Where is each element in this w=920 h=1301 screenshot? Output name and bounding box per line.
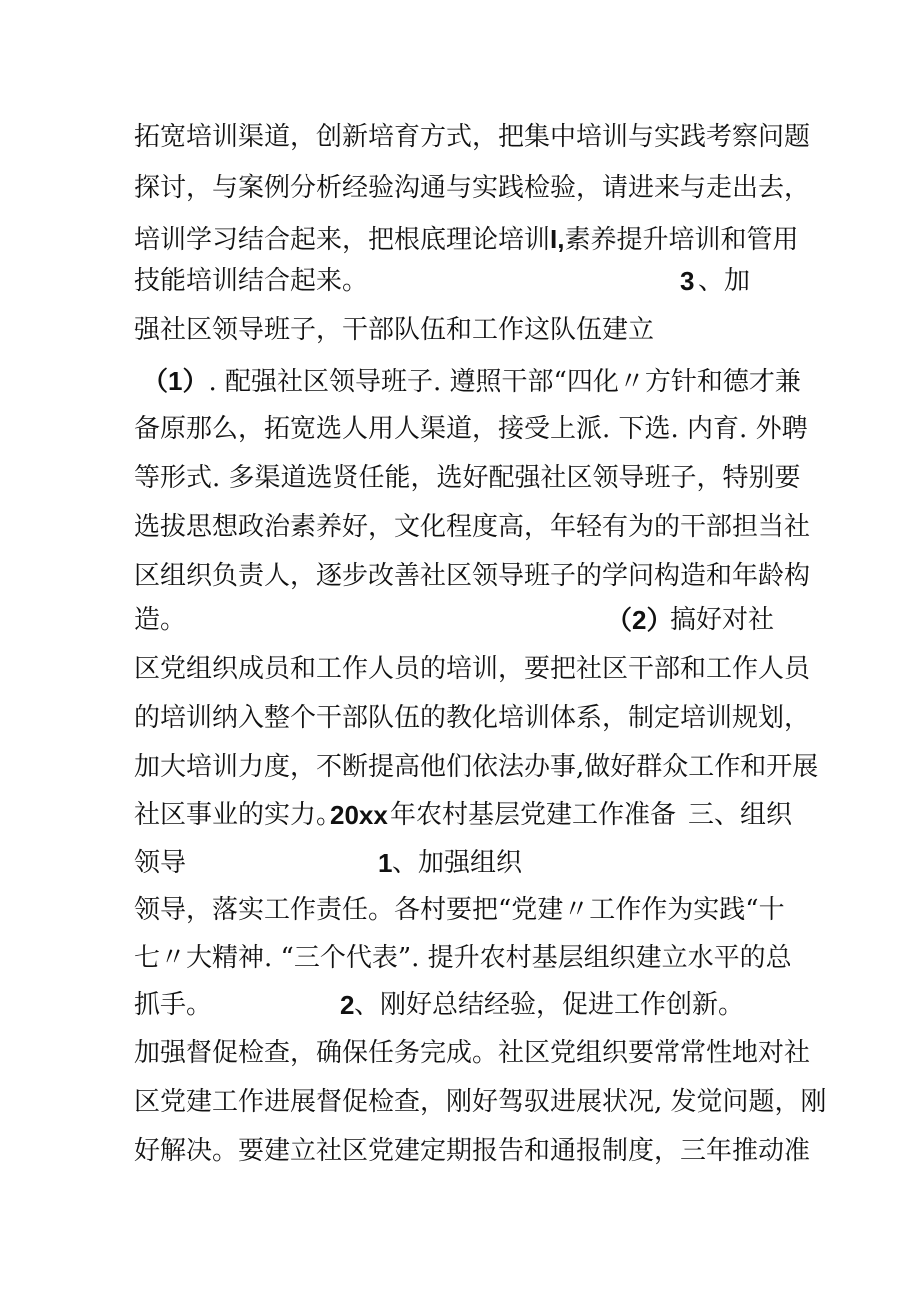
text-line-3 xyxy=(134,222,798,257)
text-line-3-part-a: 培训学习结合起来，把根底理论培训 xyxy=(134,225,551,255)
text-line-14: 加大培训力度，不断提高他们依法办事,做好群众工作和开展 xyxy=(134,752,819,782)
text-line-4-part-c: 、加 xyxy=(698,266,751,296)
text-line-6-part-c: . 配强社区领导班子. 遵照干部“四化〃方针和德才兼 xyxy=(208,367,801,397)
year-label: 20xx xyxy=(330,800,388,830)
text-line-6 xyxy=(142,364,801,399)
text-line-21: 区党建工作进展督促检查，刚好驾驭进展状况, 发觉问题，刚 xyxy=(134,1087,827,1117)
text-line-15-part-c: 年农村基层党建工作准备 xyxy=(390,800,677,830)
text-line-1: 拓宽培训渠道，创新培育方式，把集中培训与实践考察问题 xyxy=(134,122,811,152)
text-line-2: 探讨，与案例分析经验沟通与实践检验，请进来与走出去， xyxy=(134,173,811,203)
text-line-19-part-a: 抓手。 xyxy=(134,990,213,1020)
text-line-11-part-a: 造。 xyxy=(134,605,187,635)
subsection-number-1: 1 xyxy=(378,848,393,878)
text-line-7: 备原那么，拓宽选人用人渠道，接受上派. 下选. 内育. 外聘 xyxy=(134,414,808,444)
text-line-16-part-c: 、加强组织 xyxy=(392,848,523,878)
text-line-16-part-a: 领导 xyxy=(134,848,187,878)
text-line-9: 选拔思想政治素养好，文化程度高，年轻有为的干部担当社 xyxy=(134,512,811,542)
text-line-4-part-a: 技能培训结合起来。 xyxy=(134,266,369,296)
text-line-22: 好解决。要建立社区党建定期报告和通报制度，三年推动准 xyxy=(134,1136,811,1166)
text-line-13: 的培训纳入整个干部队伍的教化培训体系，制定培训规划， xyxy=(134,703,811,733)
item-number-2: （2） xyxy=(606,605,673,635)
section-number-3: 3 xyxy=(680,266,695,296)
section-heading-three: 三、组织 xyxy=(688,800,793,830)
text-line-8: 等形式. 多渠道选贤任能，选好配强社区领导班子，特别要 xyxy=(134,463,801,493)
text-line-11-part-c: 搞好对社 xyxy=(670,605,775,635)
text-line-17: 领导，落实工作责任。各村要把“党建〃工作作为实践“十 xyxy=(134,895,785,925)
text-line-5: 强社区领导班子，干部队伍和工作这队伍建立 xyxy=(134,315,655,345)
item-number-1: （1） xyxy=(142,366,209,396)
subsection-number-2: 2 xyxy=(340,990,355,1020)
text-line-12: 区党组织成员和工作人员的培训，要把社区干部和工作人员 xyxy=(134,654,811,684)
text-line-20: 加强督促检查，确保任务完成。社区党组织要常常性地对社 xyxy=(134,1038,811,1068)
text-line-15-part-a: 社区事业的实力。 xyxy=(134,800,343,830)
text-line-19-part-c: 、刚好总结经验，促进工作创新。 xyxy=(354,990,745,1020)
text-line-3-part-c: 素养提升培训和管用 xyxy=(564,225,799,255)
text-line-3-part-b: I, xyxy=(550,224,565,254)
text-line-18: 七〃大精神. “三个代表”. 提升农村基层组织建立水平的总 xyxy=(134,943,792,973)
text-line-10: 区组织负责人，逐步改善社区领导班子的学问构造和年龄构 xyxy=(134,561,811,591)
